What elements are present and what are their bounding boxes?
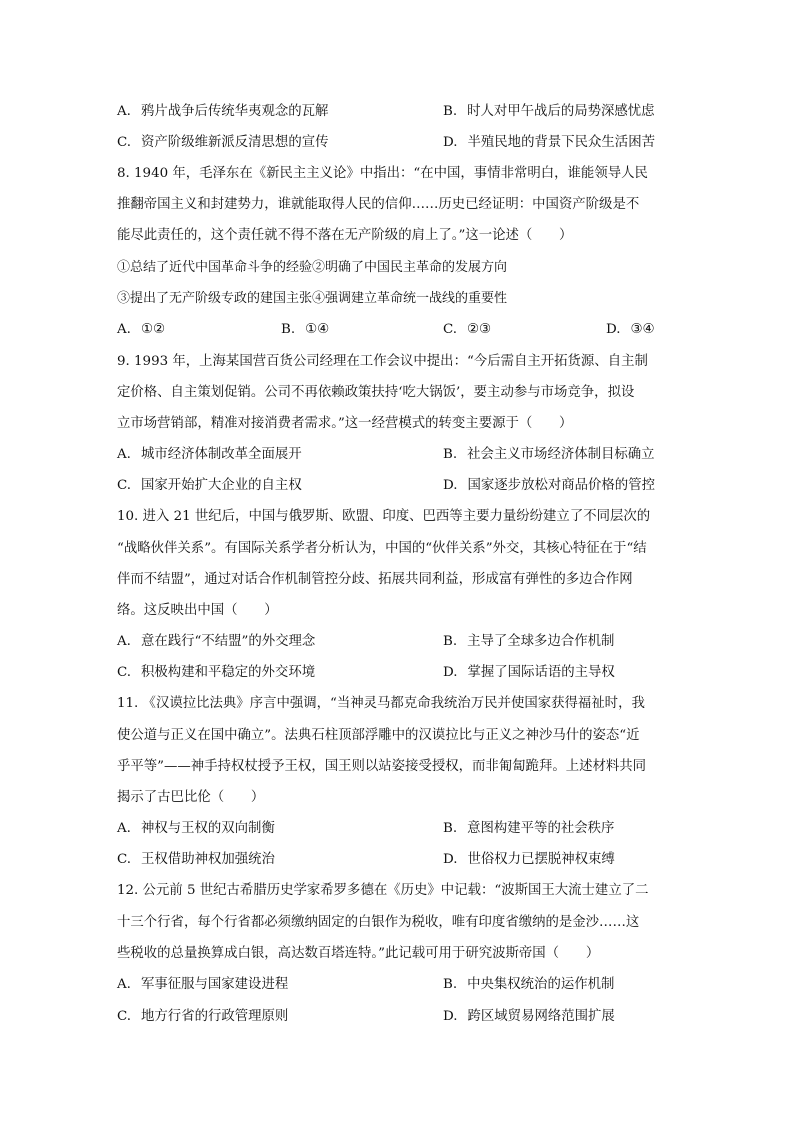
q11-stem-line: 乎平等”——神手持权杖授予王权，国王则以站姿接受授权，而非匍匐跪拜。上述材料共同: [117, 759, 647, 774]
q7-option-d: [443, 133, 655, 153]
q8-item-line: ①总结了近代中国革命斗争的经验②明确了中国民主革命的发展方向: [117, 260, 508, 275]
q10-option-b: [443, 632, 614, 652]
option-letter: C.: [117, 852, 132, 867]
q8-stem-line: 能尽此责任的，这个责任就不得不落在无产阶级的肩上了。”这一论述（ ）: [117, 228, 573, 243]
option-letter: D.: [443, 135, 458, 150]
q8-item-line: ③提出了无产阶级专政的建国主张④强调建立革命统一战线的重要性: [117, 291, 508, 306]
q9-option-b: [443, 445, 655, 465]
option-text: 中央集权统治的运作机制: [467, 977, 615, 992]
q10-option-a: [117, 632, 315, 652]
option-letter: D.: [443, 852, 458, 867]
option-letter: C.: [117, 665, 132, 680]
q8-stem-line: 推翻帝国主义和封建势力，谁就能取得人民的信仰……历史已经证明：中国资产阶级是不: [117, 197, 640, 212]
q8-option-c: [443, 320, 491, 340]
q8-option-d: [606, 320, 655, 340]
option-text: 积极构建和平稳定的外交环境: [141, 665, 316, 680]
q11-option-b: [443, 819, 614, 839]
option-letter: B.: [443, 634, 458, 649]
q10-stem-line: 络。这反映出中国（ ）: [117, 603, 278, 618]
option-text: 地方行省的行政管理原则: [141, 1009, 289, 1024]
q8-stem-line: 8. 1940 年，毛泽东在《新民主主义论》中指出：“在中国，事情非常明白，谁能领导人民: [117, 166, 648, 181]
q9-stem-line: 定价格、自主策划促销。公司不再依赖政策扶持‘吃大锅饭’，要主动参与市场竞争，拟设: [117, 385, 635, 400]
option-text: ①②: [140, 322, 165, 337]
option-letter: D.: [606, 322, 621, 337]
q10-stem-line: 伴而不结盟”，通过对话合作机制管控分歧、拓展共同利益，形成富有弹性的多边合作网: [117, 572, 633, 587]
q12-stem-line: 十三个行省，每个行省都必须缴纳固定的白银作为税收，唯有印度省缴纳的是金沙……这: [117, 915, 640, 930]
q7-option-a: [117, 102, 328, 122]
option-text: 城市经济体制改革全面展开: [140, 447, 302, 462]
option-letter: D.: [443, 478, 458, 493]
q11-stem-line: 揭示了古巴比伦（ ）: [117, 790, 265, 805]
option-text: 掌握了国际话语的主导权: [467, 665, 615, 680]
option-text: 半殖民地的背景下民众生活困苦: [467, 135, 655, 150]
option-text: 世俗权力已摆脱神权束缚: [467, 852, 615, 867]
q12-stem-line: 些税收的总量换算成白银，高达数百塔连特。”此记载可用于研究波斯帝国（ ）: [117, 946, 600, 961]
q11-stem-line: 11. 《汉谟拉比法典》序言中强调，“当神灵马都克命我统治万民并使国家获得福祉时，我: [117, 696, 645, 711]
option-text: 神权与王权的双向制衡: [140, 821, 275, 836]
q11-option-d: [443, 850, 615, 870]
q7-option-c: [117, 133, 329, 153]
option-letter: C.: [117, 1009, 132, 1024]
q10-option-d: [443, 663, 615, 683]
q11-option-c: [117, 850, 275, 870]
q8-option-b: [281, 320, 329, 340]
option-text: 社会主义市场经济体制目标确立: [467, 447, 655, 462]
q8-option-a: [117, 320, 165, 340]
q12-option-d: [443, 1007, 615, 1027]
option-text: 鸦片战争后传统华夷观念的瓦解: [140, 104, 329, 119]
option-text: 国家逐步放松对商品价格的管控: [467, 478, 655, 493]
option-letter: B.: [443, 447, 458, 462]
option-text: 国家开始扩大企业的自主权: [141, 478, 302, 493]
q11-option-a: [117, 819, 275, 839]
option-text: 意图构建平等的社会秩序: [467, 821, 615, 836]
option-letter: A.: [117, 447, 131, 462]
q10-stem-line: 10. 进入 21 世纪后，中国与俄罗斯、欧盟、印度、巴西等主要力量纷纷建立了不同层次的: [117, 509, 651, 524]
option-text: 意在践行“不结盟”的外交理念: [140, 634, 316, 649]
option-text: 跨区域贸易网络范围扩展: [467, 1009, 615, 1024]
option-letter: A.: [117, 322, 131, 337]
option-letter: A.: [117, 104, 131, 119]
q11-stem-line: 使公道与正义在国中确立”。法典石柱顶部浮雕中的汉谟拉比与正义之神沙马什的姿态“近: [117, 728, 640, 743]
option-letter: B.: [281, 322, 296, 337]
q10-stem-line: “战略伙伴关系”。有国际关系学者分析认为，中国的“伙伴关系”外交，其核心特征在于“结: [117, 541, 647, 556]
q9-option-a: [117, 445, 302, 465]
option-text: 资产阶级维新派反清思想的宣传: [141, 135, 329, 150]
q12-option-a: [117, 975, 288, 995]
option-letter: C.: [117, 135, 132, 150]
option-text: ①④: [305, 322, 330, 337]
q9-option-c: [117, 476, 302, 496]
option-text: 王权借助神权加强统治: [141, 852, 275, 867]
q9-stem-line: 9. 1993 年，上海某国营百货公司经理在工作会议中提出：“今后需自主开拓货源、自主制: [117, 354, 648, 369]
q9-option-d: [443, 476, 655, 496]
option-letter: D.: [443, 1009, 458, 1024]
option-letter: A.: [117, 977, 131, 992]
option-letter: A.: [117, 821, 131, 836]
option-letter: B.: [443, 821, 458, 836]
option-letter: C.: [117, 478, 132, 493]
q12-option-b: [443, 975, 614, 995]
option-text: 主导了全球多边合作机制: [467, 634, 615, 649]
q9-stem-line: 立市场营销部，精准对接消费者需求。”这一经营模式的转变主要源于（ ）: [117, 416, 573, 431]
q12-option-c: [117, 1007, 288, 1027]
q12-stem-line: 12. 公元前 5 世纪古希腊历史学家希罗多德在《历史》中记载：“波斯国王大流士建立了二: [117, 883, 649, 898]
option-letter: A.: [117, 634, 131, 649]
option-text: 军事征服与国家建设进程: [140, 977, 289, 992]
option-letter: B.: [443, 977, 458, 992]
q7-option-b: [443, 102, 655, 122]
q10-option-c: [117, 663, 315, 683]
option-letter: D.: [443, 665, 458, 680]
option-letter: B.: [443, 104, 458, 119]
option-text: 时人对甲午战后的局势深感忧虑: [467, 104, 655, 119]
option-letter: C.: [443, 322, 458, 337]
option-text: ③④: [630, 322, 655, 337]
option-text: ②③: [467, 322, 492, 337]
